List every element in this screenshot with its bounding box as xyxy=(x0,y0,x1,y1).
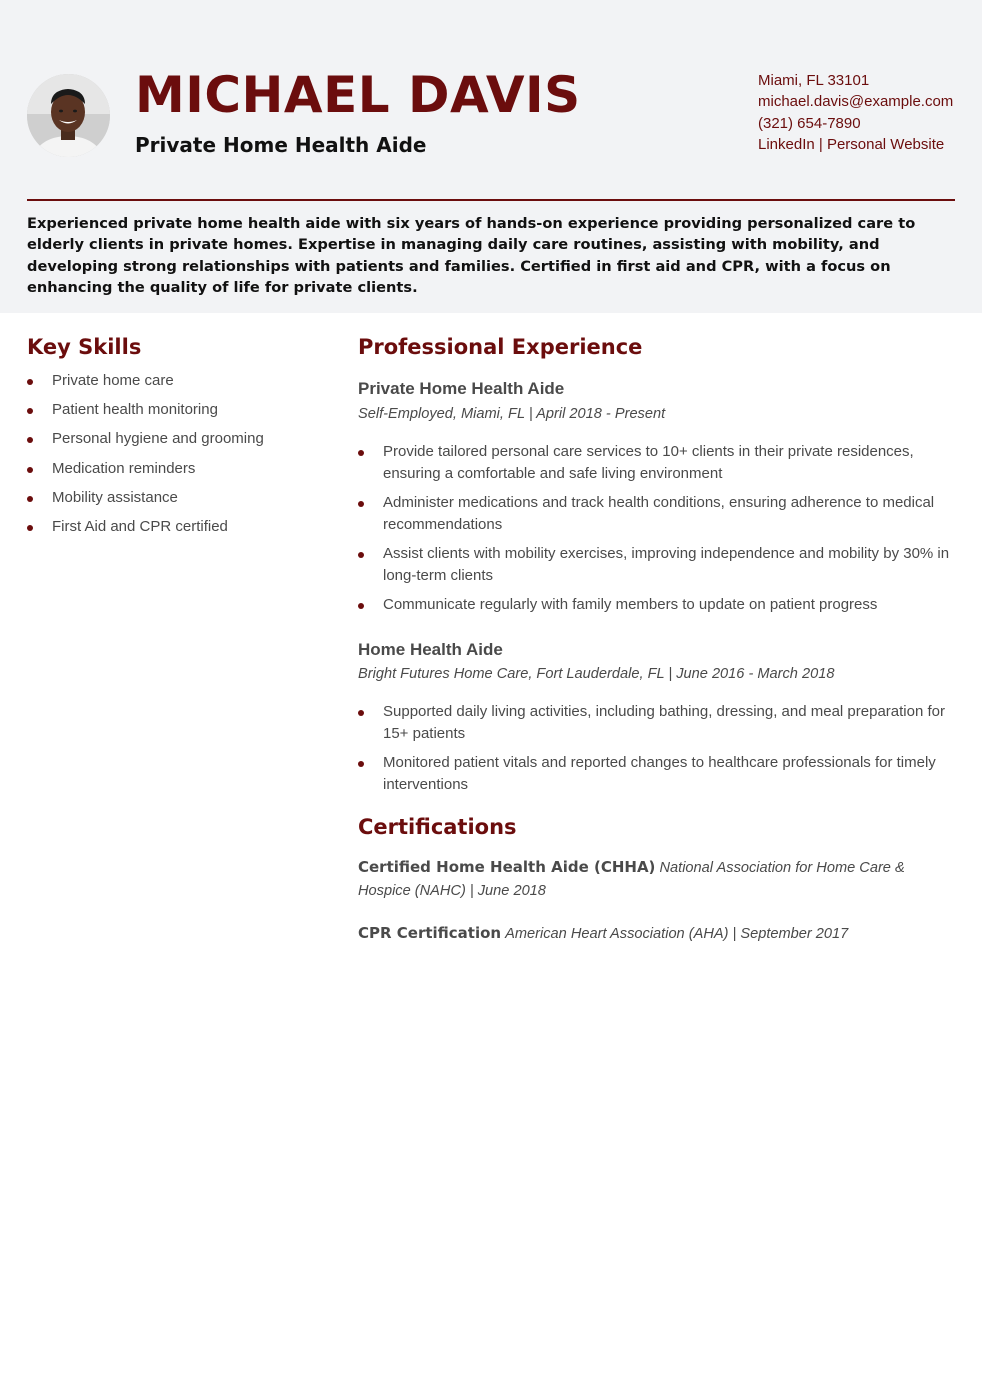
job-title: Private Home Health Aide xyxy=(358,379,565,398)
job-bullet: Supported daily living activities, including bathing, dressing, and meal preparation for 15+ patients xyxy=(358,701,958,744)
candidate-title: Private Home Health Aide xyxy=(135,133,427,157)
professional-summary: Experienced private home health aide with six years of hands-on experience providing personalized care to elderly clients in private homes. Expertise in managing daily care routines, assisting with mobility, and developing strong relationships with patients and families. Certified in first aid and CPR, with a focus on enhancing the quality of life for private clients. xyxy=(27,215,916,297)
skills-heading: Key Skills xyxy=(27,335,142,359)
skill-item: Personal hygiene and grooming xyxy=(27,428,327,457)
job-bullet: Monitored patient vitals and reported changes to healthcare professionals for timely interventions xyxy=(358,752,958,795)
job-bullet: Provide tailored personal care services to 10+ clients in their private residences, ensuring a comfortable and safe living environment xyxy=(358,441,958,484)
skill-item: Mobility assistance xyxy=(27,487,327,516)
skill-item: Private home care xyxy=(27,370,327,399)
candidate-name: MICHAEL DAVIS xyxy=(135,66,581,124)
skill-item: Patient health monitoring xyxy=(27,399,327,428)
certification-meta: National Association for Home Care & Hospice (NAHC) | June 2018 xyxy=(358,860,905,899)
contact-links[interactable]: LinkedIn | Personal Website xyxy=(758,135,945,153)
profile-photo xyxy=(27,74,110,157)
job-bullet: Assist clients with mobility exercises, improving independence and mobility by 30% in long-term clients xyxy=(358,543,958,586)
job-bullet: Administer medications and track health conditions, ensuring adherence to medical recommendations xyxy=(358,492,958,535)
job-bullets xyxy=(358,441,958,624)
job-bullet: Communicate regularly with family members to update on patient progress xyxy=(358,594,958,616)
skills-list xyxy=(27,370,327,545)
avatar xyxy=(27,74,110,157)
contact-email[interactable]: michael.davis@example.com xyxy=(758,93,954,111)
contact-phone[interactable]: (321) 654-7890 xyxy=(758,114,861,132)
job-meta: Self-Employed, Miami, FL | April 2018 - Present xyxy=(358,406,666,422)
certification-item xyxy=(358,856,958,902)
skill-item: Medication reminders xyxy=(27,458,327,487)
certifications-heading: Certifications xyxy=(358,815,517,839)
job-bullets xyxy=(358,701,958,803)
certification-item xyxy=(358,922,958,946)
certification-name: CPR Certification xyxy=(358,924,502,942)
experience-heading: Professional Experience xyxy=(358,335,643,359)
job-meta: Bright Futures Home Care, Fort Lauderdale, FL | June 2016 - March 2018 xyxy=(358,666,835,682)
certification-meta: American Heart Association (AHA) | September 2017 xyxy=(505,926,849,942)
certification-name: Certified Home Health Aide (CHHA) xyxy=(358,858,656,876)
header-divider xyxy=(27,199,955,201)
job-title: Home Health Aide xyxy=(358,640,503,659)
contact-location: Miami, FL 33101 xyxy=(758,72,870,89)
skill-item: First Aid and CPR certified xyxy=(27,516,327,545)
contact-block xyxy=(758,70,973,155)
